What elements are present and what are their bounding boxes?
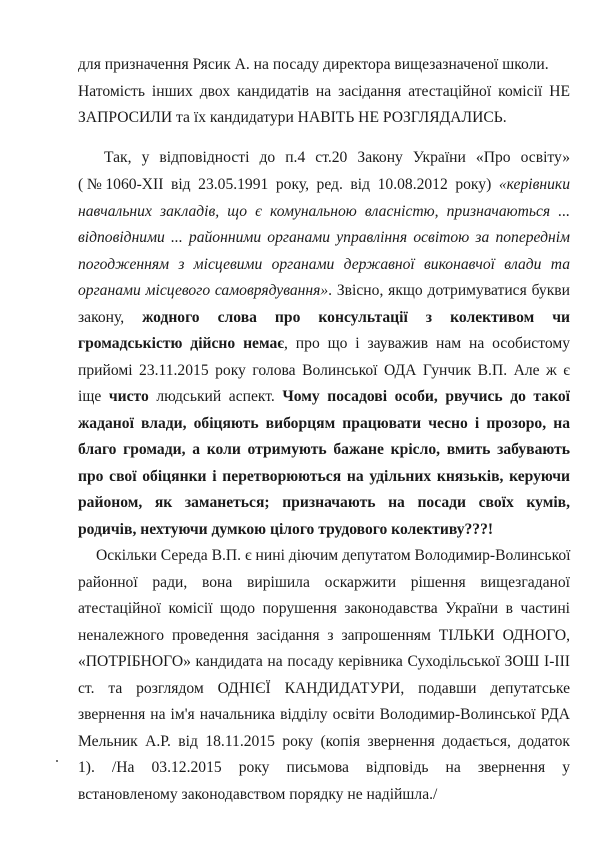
text-line	[78, 440, 570, 460]
text-segment: ЗАПРОСИЛИ та їх кандидатури НАВІТЬ НЕ РОЗГЛЯДАЛИСЬ.	[78, 109, 507, 126]
text-segment: благо громади, а коли отримують бажане крісло, вмить забувають	[78, 441, 570, 458]
text-segment: про свої обіцянки і перетворюються на удільних князьків, керуючи	[78, 468, 570, 485]
text-line	[78, 732, 570, 752]
text-line	[78, 467, 570, 487]
text-segment: органами місцевого самоврядування»	[78, 282, 329, 299]
text-segment: . Звісно, якщо дотримуватися букви	[328, 282, 570, 299]
text-segment: Так, у відповідності до п.4 ст.20 Закону України «Про освіту»	[104, 149, 570, 166]
text-segment: чисто	[108, 388, 149, 405]
text-segment: «ПОТРІБНОГО» кандидата на посаду керівника Суходільської ЗОШ І-ІІІ	[78, 653, 570, 670]
text-segment: неналежного проведення засідання з запрошенням ТІЛЬКИ ОДНОГО,	[78, 627, 570, 644]
text-line	[78, 520, 506, 540]
text-segment: дійсно немає	[182, 335, 285, 352]
text-line	[78, 705, 570, 725]
text-segment: жодного слова про консультації з колективом чи	[142, 309, 570, 326]
text-line	[96, 546, 570, 566]
scan-speck	[56, 760, 58, 762]
text-line	[78, 573, 570, 593]
text-segment: 1). /На 03.12.2015 року письмова відповідь на звернення у	[78, 759, 570, 776]
text-line	[78, 228, 570, 248]
text-segment: закону,	[78, 309, 143, 326]
text-line	[78, 202, 570, 222]
text-segment: Натомість інших двох кандидатів на засідання атестаційної комісії НЕ	[78, 83, 570, 100]
text-line	[78, 82, 570, 102]
text-segment: прийомі 23.11.2015 року голова Волинської ОДА Гунчик В.П. Але ж є	[78, 362, 570, 379]
text-segment: людський аспект.	[148, 388, 283, 405]
text-segment: іще	[78, 388, 109, 405]
text-segment: , про що і зауважив нам на особистому	[284, 335, 571, 352]
text-segment: громадськістю	[78, 335, 183, 352]
text-line	[78, 785, 570, 805]
text-line	[78, 334, 570, 354]
text-line	[78, 679, 570, 699]
text-segment: районом, як заманеться; призначають на посади своїх кумів,	[78, 494, 570, 511]
text-line	[78, 387, 570, 407]
text-segment: атестаційної комісії щодо порушення законодавства України в частині	[78, 600, 570, 617]
text-line	[78, 414, 570, 434]
text-line	[78, 758, 570, 778]
text-segment: погодженням з місцевими органами державної виконавчої влади та	[78, 256, 570, 273]
text-line	[78, 361, 570, 381]
text-line	[78, 599, 570, 619]
text-segment: звернення на ім'я начальника відділу освіти Володимир-Волинської РДА	[78, 706, 570, 723]
text-segment: Чому посадові особи, рвучись до такої	[282, 388, 570, 405]
text-segment: відповідними ... районними органами управління освітою за попереднім	[78, 229, 570, 246]
text-segment: (№1060-ХІІ від 23.05.1991 року, ред. від 10.08.2012 року)	[78, 176, 499, 193]
text-segment: для призначення Рясик А. на посаду директора вищезазначеної школи.	[78, 56, 549, 73]
text-segment: районної ради, вона вирішила оскаржити рішення вищезгаданої	[78, 574, 570, 591]
text-line	[104, 148, 570, 168]
text-segment: навчальних закладів, що є комунальною власністю, призначаються ...	[78, 203, 570, 220]
text-segment: ст. та розглядом ОДНІЄЇ КАНДИДАТУРИ, подавши депутатське	[78, 680, 570, 697]
text-line	[78, 652, 570, 672]
text-line	[78, 626, 570, 646]
text-segment: Мельник А.Р. від 18.11.2015 року (копія звернення додається, додаток	[78, 733, 570, 750]
text-line	[78, 308, 570, 328]
text-segment: встановленому законодавством порядку не надійшла./	[78, 786, 438, 803]
text-segment: жаданої влади, обіцяють виборцям працювати чесно і прозоро, на	[78, 415, 570, 432]
text-segment: «керівники	[498, 176, 570, 193]
text-line	[78, 55, 549, 75]
text-line	[78, 255, 570, 275]
text-line	[78, 175, 570, 195]
text-segment: Оскільки Середа В.П. є нині діючим депутатом Володимир-Волинської	[96, 547, 571, 564]
text-line	[78, 493, 570, 513]
text-segment: родичів, нехтуючи думкою цілого трудового колективу???!	[78, 521, 494, 538]
text-line	[78, 108, 570, 128]
text-line	[78, 281, 570, 301]
